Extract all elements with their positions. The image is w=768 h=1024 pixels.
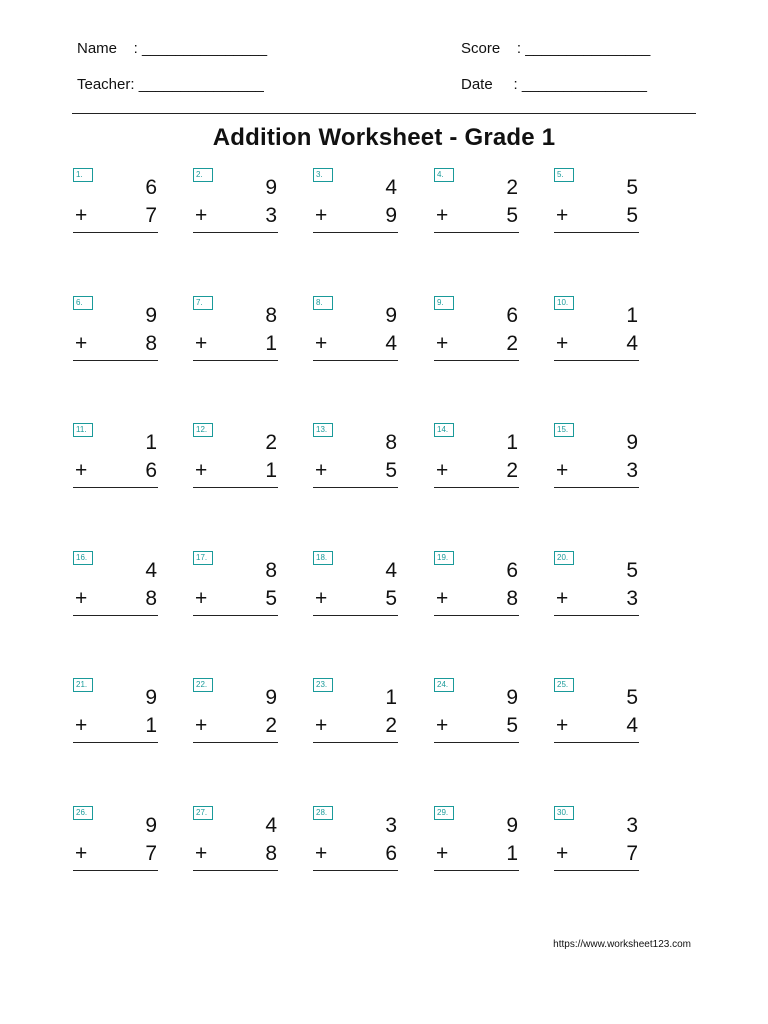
answer-line[interactable] (554, 487, 639, 488)
addend-bottom: 9 (385, 204, 397, 227)
addend-bottom: 1 (506, 842, 518, 865)
plus-sign: + (556, 204, 569, 227)
problem-27 (193, 806, 279, 876)
answer-line[interactable] (193, 487, 278, 488)
answer-line[interactable] (193, 615, 278, 616)
problem-16 (73, 551, 159, 621)
problem-22 (193, 678, 279, 748)
problem-number: 25. (554, 678, 574, 692)
plus-sign: + (315, 459, 328, 482)
plus-sign: + (556, 587, 569, 610)
answer-line[interactable] (554, 742, 639, 743)
problem-25 (554, 678, 640, 748)
addend-top: 9 (145, 814, 157, 837)
problem-18 (313, 551, 399, 621)
addend-top: 1 (626, 304, 638, 327)
problem-7 (193, 296, 279, 366)
addend-bottom: 7 (626, 842, 638, 865)
answer-line[interactable] (554, 232, 639, 233)
problem-number: 20. (554, 551, 574, 565)
answer-line[interactable] (434, 487, 519, 488)
problem-number: 15. (554, 423, 574, 437)
addend-top: 5 (626, 686, 638, 709)
addend-bottom: 1 (265, 332, 277, 355)
problem-4 (434, 168, 520, 238)
addend-bottom: 5 (385, 459, 397, 482)
answer-line[interactable] (193, 232, 278, 233)
problem-number: 18. (313, 551, 333, 565)
plus-sign: + (315, 332, 328, 355)
addend-top: 8 (265, 304, 277, 327)
answer-line[interactable] (434, 232, 519, 233)
addend-top: 4 (385, 559, 397, 582)
problem-number: 6. (73, 296, 93, 310)
addend-bottom: 5 (626, 204, 638, 227)
addend-bottom: 2 (385, 714, 397, 737)
plus-sign: + (436, 204, 449, 227)
problem-12 (193, 423, 279, 493)
plus-sign: + (436, 714, 449, 737)
addend-top: 9 (506, 814, 518, 837)
problem-number: 28. (313, 806, 333, 820)
answer-line[interactable] (193, 742, 278, 743)
addend-top: 9 (265, 176, 277, 199)
addend-bottom: 5 (506, 204, 518, 227)
problem-29 (434, 806, 520, 876)
answer-line[interactable] (434, 615, 519, 616)
answer-line[interactable] (313, 615, 398, 616)
addend-top: 1 (385, 686, 397, 709)
plus-sign: + (75, 842, 88, 865)
addend-bottom: 1 (145, 714, 157, 737)
date-field: Date : _______________ (461, 76, 647, 93)
problem-10 (554, 296, 640, 366)
problem-6 (73, 296, 159, 366)
plus-sign: + (195, 714, 208, 737)
plus-sign: + (556, 332, 569, 355)
addend-top: 3 (626, 814, 638, 837)
plus-sign: + (315, 587, 328, 610)
addend-bottom: 7 (145, 204, 157, 227)
plus-sign: + (556, 714, 569, 737)
plus-sign: + (556, 459, 569, 482)
addend-top: 9 (506, 686, 518, 709)
addend-top: 1 (506, 431, 518, 454)
addend-bottom: 3 (626, 587, 638, 610)
problem-26 (73, 806, 159, 876)
plus-sign: + (436, 332, 449, 355)
worksheet-header (77, 40, 697, 100)
problem-30 (554, 806, 640, 876)
problem-number: 30. (554, 806, 574, 820)
answer-line[interactable] (73, 615, 158, 616)
problem-number: 7. (193, 296, 213, 310)
problem-number: 8. (313, 296, 333, 310)
addend-bottom: 4 (626, 332, 638, 355)
addend-top: 4 (265, 814, 277, 837)
answer-line[interactable] (554, 360, 639, 361)
problem-3 (313, 168, 399, 238)
problem-number: 13. (313, 423, 333, 437)
problem-number: 14. (434, 423, 454, 437)
plus-sign: + (315, 842, 328, 865)
plus-sign: + (436, 842, 449, 865)
answer-line[interactable] (193, 360, 278, 361)
footer-url[interactable]: https://www.worksheet123.com (553, 939, 691, 950)
addend-top: 9 (265, 686, 277, 709)
problem-15 (554, 423, 640, 493)
problem-21 (73, 678, 159, 748)
problem-11 (73, 423, 159, 493)
problem-5 (554, 168, 640, 238)
answer-line[interactable] (193, 870, 278, 871)
plus-sign: + (195, 587, 208, 610)
problem-number: 1. (73, 168, 93, 182)
addend-bottom: 5 (265, 587, 277, 610)
problem-number: 29. (434, 806, 454, 820)
problem-number: 23. (313, 678, 333, 692)
answer-line[interactable] (313, 742, 398, 743)
addend-top: 6 (145, 176, 157, 199)
addend-top: 9 (626, 431, 638, 454)
addend-bottom: 5 (385, 587, 397, 610)
plus-sign: + (315, 204, 328, 227)
addend-bottom: 3 (626, 459, 638, 482)
answer-line[interactable] (313, 360, 398, 361)
answer-line[interactable] (73, 232, 158, 233)
problem-number: 10. (554, 296, 574, 310)
answer-line[interactable] (434, 742, 519, 743)
problem-9 (434, 296, 520, 366)
problem-number: 2. (193, 168, 213, 182)
answer-line[interactable] (313, 232, 398, 233)
problem-number: 3. (313, 168, 333, 182)
problem-number: 27. (193, 806, 213, 820)
plus-sign: + (75, 332, 88, 355)
addend-top: 9 (145, 686, 157, 709)
problem-number: 9. (434, 296, 454, 310)
problem-17 (193, 551, 279, 621)
name-field: Name : _______________ (77, 40, 268, 57)
plus-sign: + (75, 204, 88, 227)
problem-14 (434, 423, 520, 493)
plus-sign: + (436, 587, 449, 610)
addend-bottom: 8 (145, 587, 157, 610)
addend-bottom: 6 (385, 842, 397, 865)
addend-top: 2 (506, 176, 518, 199)
problem-24 (434, 678, 520, 748)
addend-top: 4 (145, 559, 157, 582)
addend-top: 6 (506, 304, 518, 327)
addend-bottom: 2 (265, 714, 277, 737)
addend-bottom: 8 (145, 332, 157, 355)
problem-number: 24. (434, 678, 454, 692)
problem-number: 19. (434, 551, 454, 565)
plus-sign: + (75, 714, 88, 737)
problem-number: 21. (73, 678, 93, 692)
problem-number: 11. (73, 423, 93, 437)
addend-top: 5 (626, 559, 638, 582)
plus-sign: + (195, 204, 208, 227)
answer-line[interactable] (313, 870, 398, 871)
addend-bottom: 8 (265, 842, 277, 865)
problem-number: 26. (73, 806, 93, 820)
addend-top: 4 (385, 176, 397, 199)
problem-13 (313, 423, 399, 493)
plus-sign: + (195, 842, 208, 865)
addend-top: 8 (385, 431, 397, 454)
addend-top: 1 (145, 431, 157, 454)
addend-top: 3 (385, 814, 397, 837)
addend-bottom: 3 (265, 204, 277, 227)
addend-top: 9 (385, 304, 397, 327)
problem-23 (313, 678, 399, 748)
answer-line[interactable] (434, 870, 519, 871)
addend-top: 9 (145, 304, 157, 327)
problem-8 (313, 296, 399, 366)
answer-line[interactable] (554, 615, 639, 616)
page-title: Addition Worksheet - Grade 1 (212, 124, 556, 151)
problem-28 (313, 806, 399, 876)
plus-sign: + (195, 459, 208, 482)
score-field: Score : _______________ (461, 40, 651, 57)
answer-line[interactable] (554, 870, 639, 871)
plus-sign: + (75, 459, 88, 482)
answer-line[interactable] (73, 487, 158, 488)
addend-bottom: 2 (506, 459, 518, 482)
problem-number: 5. (554, 168, 574, 182)
problem-20 (554, 551, 640, 621)
problem-1 (73, 168, 159, 238)
answer-line[interactable] (73, 360, 158, 361)
addend-top: 2 (265, 431, 277, 454)
plus-sign: + (436, 459, 449, 482)
addend-bottom: 7 (145, 842, 157, 865)
teacher-field: Teacher: _______________ (77, 76, 264, 93)
answer-line[interactable] (73, 742, 158, 743)
addend-bottom: 2 (506, 332, 518, 355)
problem-number: 4. (434, 168, 454, 182)
addend-bottom: 4 (385, 332, 397, 355)
addend-top: 6 (506, 559, 518, 582)
answer-line[interactable] (313, 487, 398, 488)
problem-number: 12. (193, 423, 213, 437)
answer-line[interactable] (434, 360, 519, 361)
plus-sign: + (556, 842, 569, 865)
addend-bottom: 8 (506, 587, 518, 610)
addend-bottom: 1 (265, 459, 277, 482)
plus-sign: + (315, 714, 328, 737)
problem-number: 16. (73, 551, 93, 565)
header-divider (72, 113, 696, 114)
addend-bottom: 4 (626, 714, 638, 737)
problem-number: 22. (193, 678, 213, 692)
plus-sign: + (75, 587, 88, 610)
plus-sign: + (195, 332, 208, 355)
problem-19 (434, 551, 520, 621)
problem-2 (193, 168, 279, 238)
problem-number: 17. (193, 551, 213, 565)
addend-bottom: 5 (506, 714, 518, 737)
addend-top: 8 (265, 559, 277, 582)
addend-bottom: 6 (145, 459, 157, 482)
answer-line[interactable] (73, 870, 158, 871)
addend-top: 5 (626, 176, 638, 199)
